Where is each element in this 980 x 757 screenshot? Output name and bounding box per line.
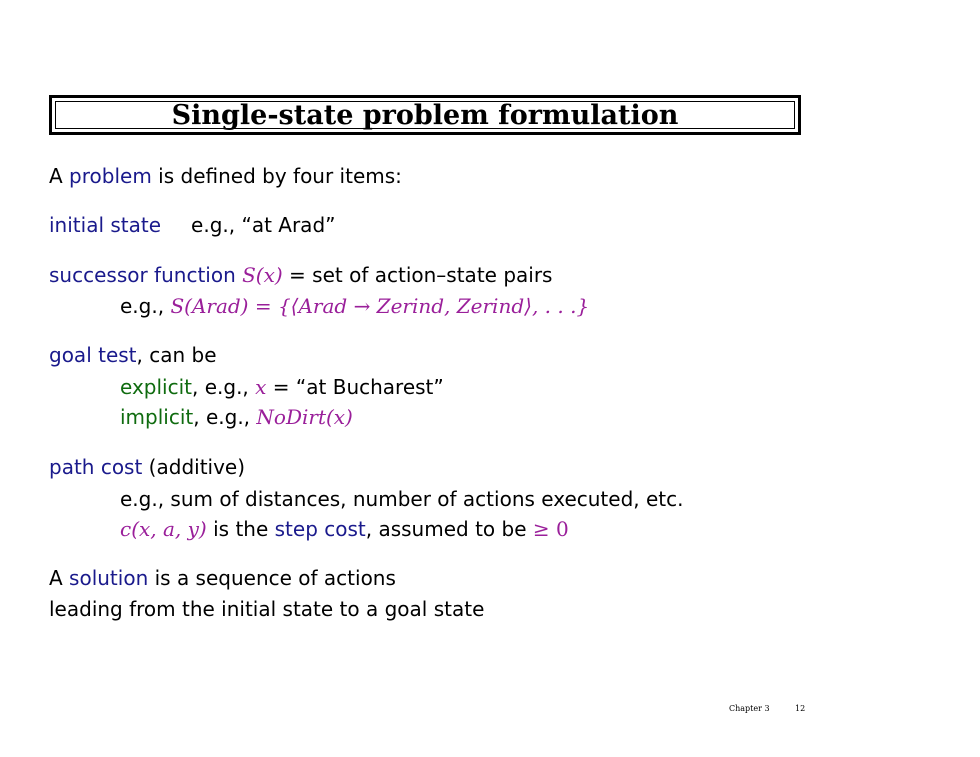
solution-line-2: leading from the initial state to a goal state	[49, 597, 485, 621]
initial-state-example: e.g., “at Arad”	[191, 213, 336, 237]
implicit-line	[120, 405, 353, 429]
successor-keyword: successor function	[49, 263, 236, 287]
footer-page: 12	[795, 704, 806, 713]
explicit-line	[120, 375, 444, 399]
path-cost-rest: (additive)	[142, 455, 246, 479]
title-box	[49, 95, 801, 135]
initial-state-line	[49, 213, 336, 237]
implicit-rest: , e.g.,	[193, 405, 257, 429]
explicit-keyword: explicit	[120, 375, 192, 399]
successor-example-line	[120, 294, 589, 318]
intro-post: is defined by four items:	[151, 164, 402, 188]
successor-rest: = set of action–state pairs	[282, 263, 553, 287]
problem-keyword: problem	[69, 164, 152, 188]
successor-line	[49, 263, 552, 287]
slide-title: Single-state problem formulation	[55, 101, 795, 129]
explicit-tail: = “at Bucharest”	[266, 375, 444, 399]
successor-math: S(x)	[242, 263, 283, 287]
intro-line	[49, 164, 402, 188]
footer-chapter: Chapter 3	[729, 704, 770, 713]
solution-post: is a sequence of actions	[148, 566, 396, 590]
goal-test-keyword: goal test	[49, 343, 137, 367]
initial-state-keyword: initial state	[49, 213, 162, 237]
path-cost-keyword: path cost	[49, 455, 143, 479]
step-cost-geq: ≥ 0	[532, 517, 569, 541]
successor-eg: e.g.,	[120, 294, 171, 318]
intro-pre: A	[49, 164, 70, 188]
step-cost-math: c(x, a, y)	[120, 517, 207, 541]
successor-example-math: S(Arad) = {⟨Arad → Zerind, Zerind⟩, . . .}	[170, 294, 590, 318]
implicit-math: NoDirt(x)	[256, 405, 353, 429]
solution-keyword: solution	[69, 566, 149, 590]
step-cost-mid: is the	[206, 517, 275, 541]
path-cost-example: e.g., sum of distances, number of actions executed, etc.	[120, 487, 684, 511]
step-cost-keyword: step cost	[274, 517, 366, 541]
goal-test-rest: , can be	[136, 343, 217, 367]
step-cost-tail: , assumed to be	[365, 517, 533, 541]
path-cost-line	[49, 455, 245, 479]
solution-pre: A	[49, 566, 70, 590]
explicit-math: x	[255, 375, 267, 399]
step-cost-line	[120, 517, 569, 541]
goal-test-line	[49, 343, 217, 367]
explicit-rest: , e.g.,	[192, 375, 256, 399]
solution-line	[49, 566, 396, 590]
implicit-keyword: implicit	[120, 405, 194, 429]
